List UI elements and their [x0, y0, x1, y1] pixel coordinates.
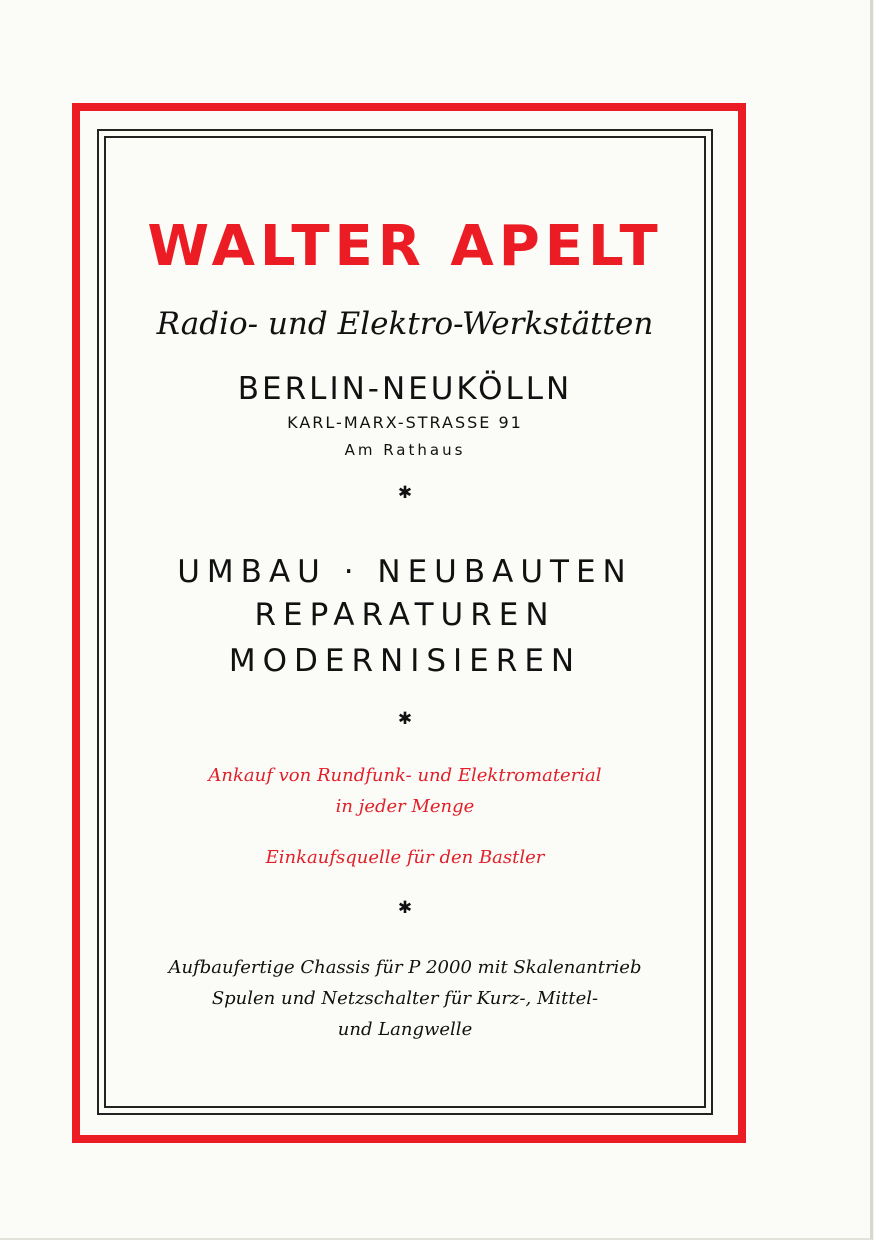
- star-separator-icon: ✱: [397, 483, 413, 503]
- service-line: MODERNISIEREN: [228, 643, 582, 679]
- purchase-line: in jeder Menge: [335, 796, 475, 817]
- product-line: Spulen und Netzschalter für Kurz-, Mittel-: [211, 988, 599, 1009]
- company-subtitle: Radio- und Elektro-Werkstätten: [156, 306, 654, 342]
- star-separator-icon: ✱: [397, 898, 413, 918]
- city-name: BERLIN-NEUKÖLLN: [237, 371, 573, 407]
- product-line: und Langwelle: [337, 1019, 473, 1040]
- hobbyist-line: Einkaufsquelle für den Bastler: [265, 847, 545, 868]
- landmark-note: Am Rathaus: [344, 441, 466, 459]
- company-name: WALTER APELT: [147, 214, 663, 279]
- street-address: KARL-MARX-STRASSE 91: [287, 413, 523, 432]
- star-separator-icon: ✱: [397, 709, 413, 729]
- purchase-line: Ankauf von Rundfunk- und Elektromaterial: [208, 765, 602, 786]
- service-line: UMBAU · NEUBAUTEN: [177, 554, 633, 590]
- product-line: Aufbaufertige Chassis für P 2000 mit Skalenantrieb: [168, 957, 642, 978]
- service-line: REPARATUREN: [254, 597, 556, 633]
